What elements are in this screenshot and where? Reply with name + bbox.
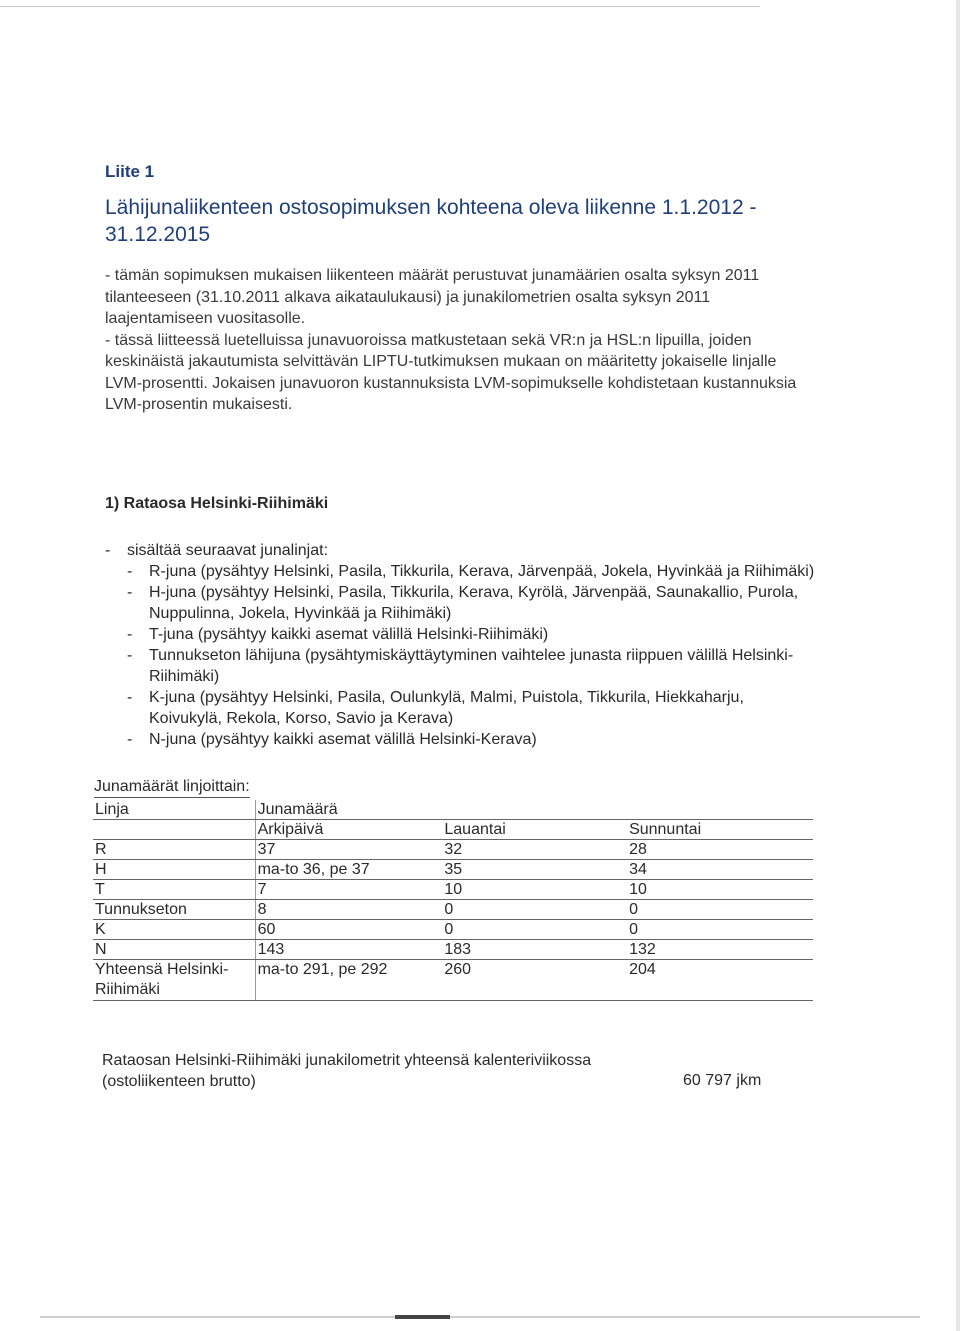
table-cell: 260 [442,960,627,1001]
list-item: - K-juna (pysähtyy Helsinki, Pasila, Oulunkylä, Malmi, Puistola, Tikkurila, Hiekkaharju, Koivukylä, Rekola, Korso, Savio ja Kerava) [127,687,820,729]
table-row [93,920,813,940]
scan-mark-bottom [395,1315,450,1319]
table-total-row [93,960,813,1001]
table-header-row [93,800,813,820]
table-cell: 35 [442,860,627,880]
table-cell: 0 [442,900,627,920]
table-cell: Lauantai [442,820,627,840]
list-item: - Tunnukseton lähijuna (pysähtymiskäyttäytyminen vaihtelee junasta riippuen välillä Helsinki-Riihimäki) [127,645,820,687]
table-cell: 10 [442,880,627,900]
table-cell: Junamäärä [255,800,442,820]
train-line-list [105,540,820,750]
table-cell: 183 [442,940,627,960]
scan-edge-right [956,0,960,1331]
section-title: 1) Rataosa Helsinki-Riihimäki [105,495,329,512]
km-total-value: 60 797 jkm [683,1072,762,1089]
intro-paragraph: - tämän sopimuksen mukaisen liikenteen määrät perustuvat junamäärien osalta syksyn 2011 tilanteeseen (31.10.2011 alkava aikataulukausi) ja junakilometrien osalta syksyn 2011 laajentamiseen vuositasolle. [105,267,760,327]
scan-edge-bottom [40,1316,920,1318]
table-cell: ma-to 36, pe 37 [255,860,442,880]
table-row [93,880,813,900]
contains-label: - sisältää seuraavat junalinjat: [105,540,820,561]
intro-text [105,265,805,416]
table-cell [627,800,813,820]
table-cell [442,800,627,820]
table-cell: 60 [255,920,442,940]
list-item: - N-juna (pysähtyy kaikki asemat välillä Helsinki-Kerava) [127,729,820,750]
table-cell: 0 [627,900,813,920]
table-row [93,840,813,860]
table-header-row [93,820,813,840]
table-cell: 204 [627,960,813,1001]
list-item: - H-juna (pysähtyy Helsinki, Pasila, Tikkurila, Kerava, Kyrölä, Järvenpää, Saunakallio, Purola, Nuppulinna, Jokela, Hyvinkää ja Riihimäki) [127,582,820,624]
table-cell: H [93,860,255,880]
list-item: - T-juna (pysähtyy kaikki asemat välillä Helsinki-Riihimäki) [127,624,820,645]
km-total-label: Rataosan Helsinki-Riihimäki junakilometrit yhteensä kalenteriviikossa (ostoliikenteen brutto) [102,1052,592,1090]
scan-edge-top [0,6,760,7]
table-cell: K [93,920,255,940]
table-cell: 32 [442,840,627,860]
table-cell [93,820,255,840]
table-cell: R [93,840,255,860]
intro-paragraph: - tässä liitteessä luetelluissa junavuoroissa matkustetaan sekä VR:n ja HSL:n lipuilla, joiden keskinäistä jakautumista selvittävän LIPTU-tutkimuksen mukaan on määritetty jokaiselle linjalle LVM-prosentti. Jokaisen junavuoron kustannuksista LVM-sopimukselle kohdistetaan kustannuksia LVM-prosentin mukaisesti. [105,331,797,413]
table-cell: 132 [627,940,813,960]
table-cell: 28 [627,840,813,860]
document-title: Lähijunaliikenteen ostosopimuksen kohteena oleva liikenne 1.1.2012 - 31.12.2015 [105,196,757,246]
table-row [93,900,813,920]
table-cell: 34 [627,860,813,880]
table-cell: ma-to 291, pe 292 [255,960,442,1001]
table-row [93,940,813,960]
table-cell: 143 [255,940,442,960]
table-cell: 0 [442,920,627,940]
table-cell: T [93,880,255,900]
table-cell: Linja [93,800,255,820]
list-item: - R-juna (pysähtyy Helsinki, Pasila, Tikkurila, Kerava, Järvenpää, Jokela, Hyvinkää ja Riihimäki) [127,561,820,582]
annex-label: Liite 1 [105,162,155,181]
table-cell: Arkipäivä [255,820,442,840]
table-cell: 0 [627,920,813,940]
table-cell: Tunnukseton [93,900,255,920]
table-cell: 7 [255,880,442,900]
table-cell: N [93,940,255,960]
table-cell: 37 [255,840,442,860]
table-cell: 10 [627,880,813,900]
table-cell: Yhteensä Helsinki-Riihimäki [93,960,255,1001]
table-caption: Junamäärät linjoittain: [94,778,250,795]
train-count-table [93,800,813,1001]
table-row [93,860,813,880]
table-cell: Sunnuntai [627,820,813,840]
table-cell: 8 [255,900,442,920]
